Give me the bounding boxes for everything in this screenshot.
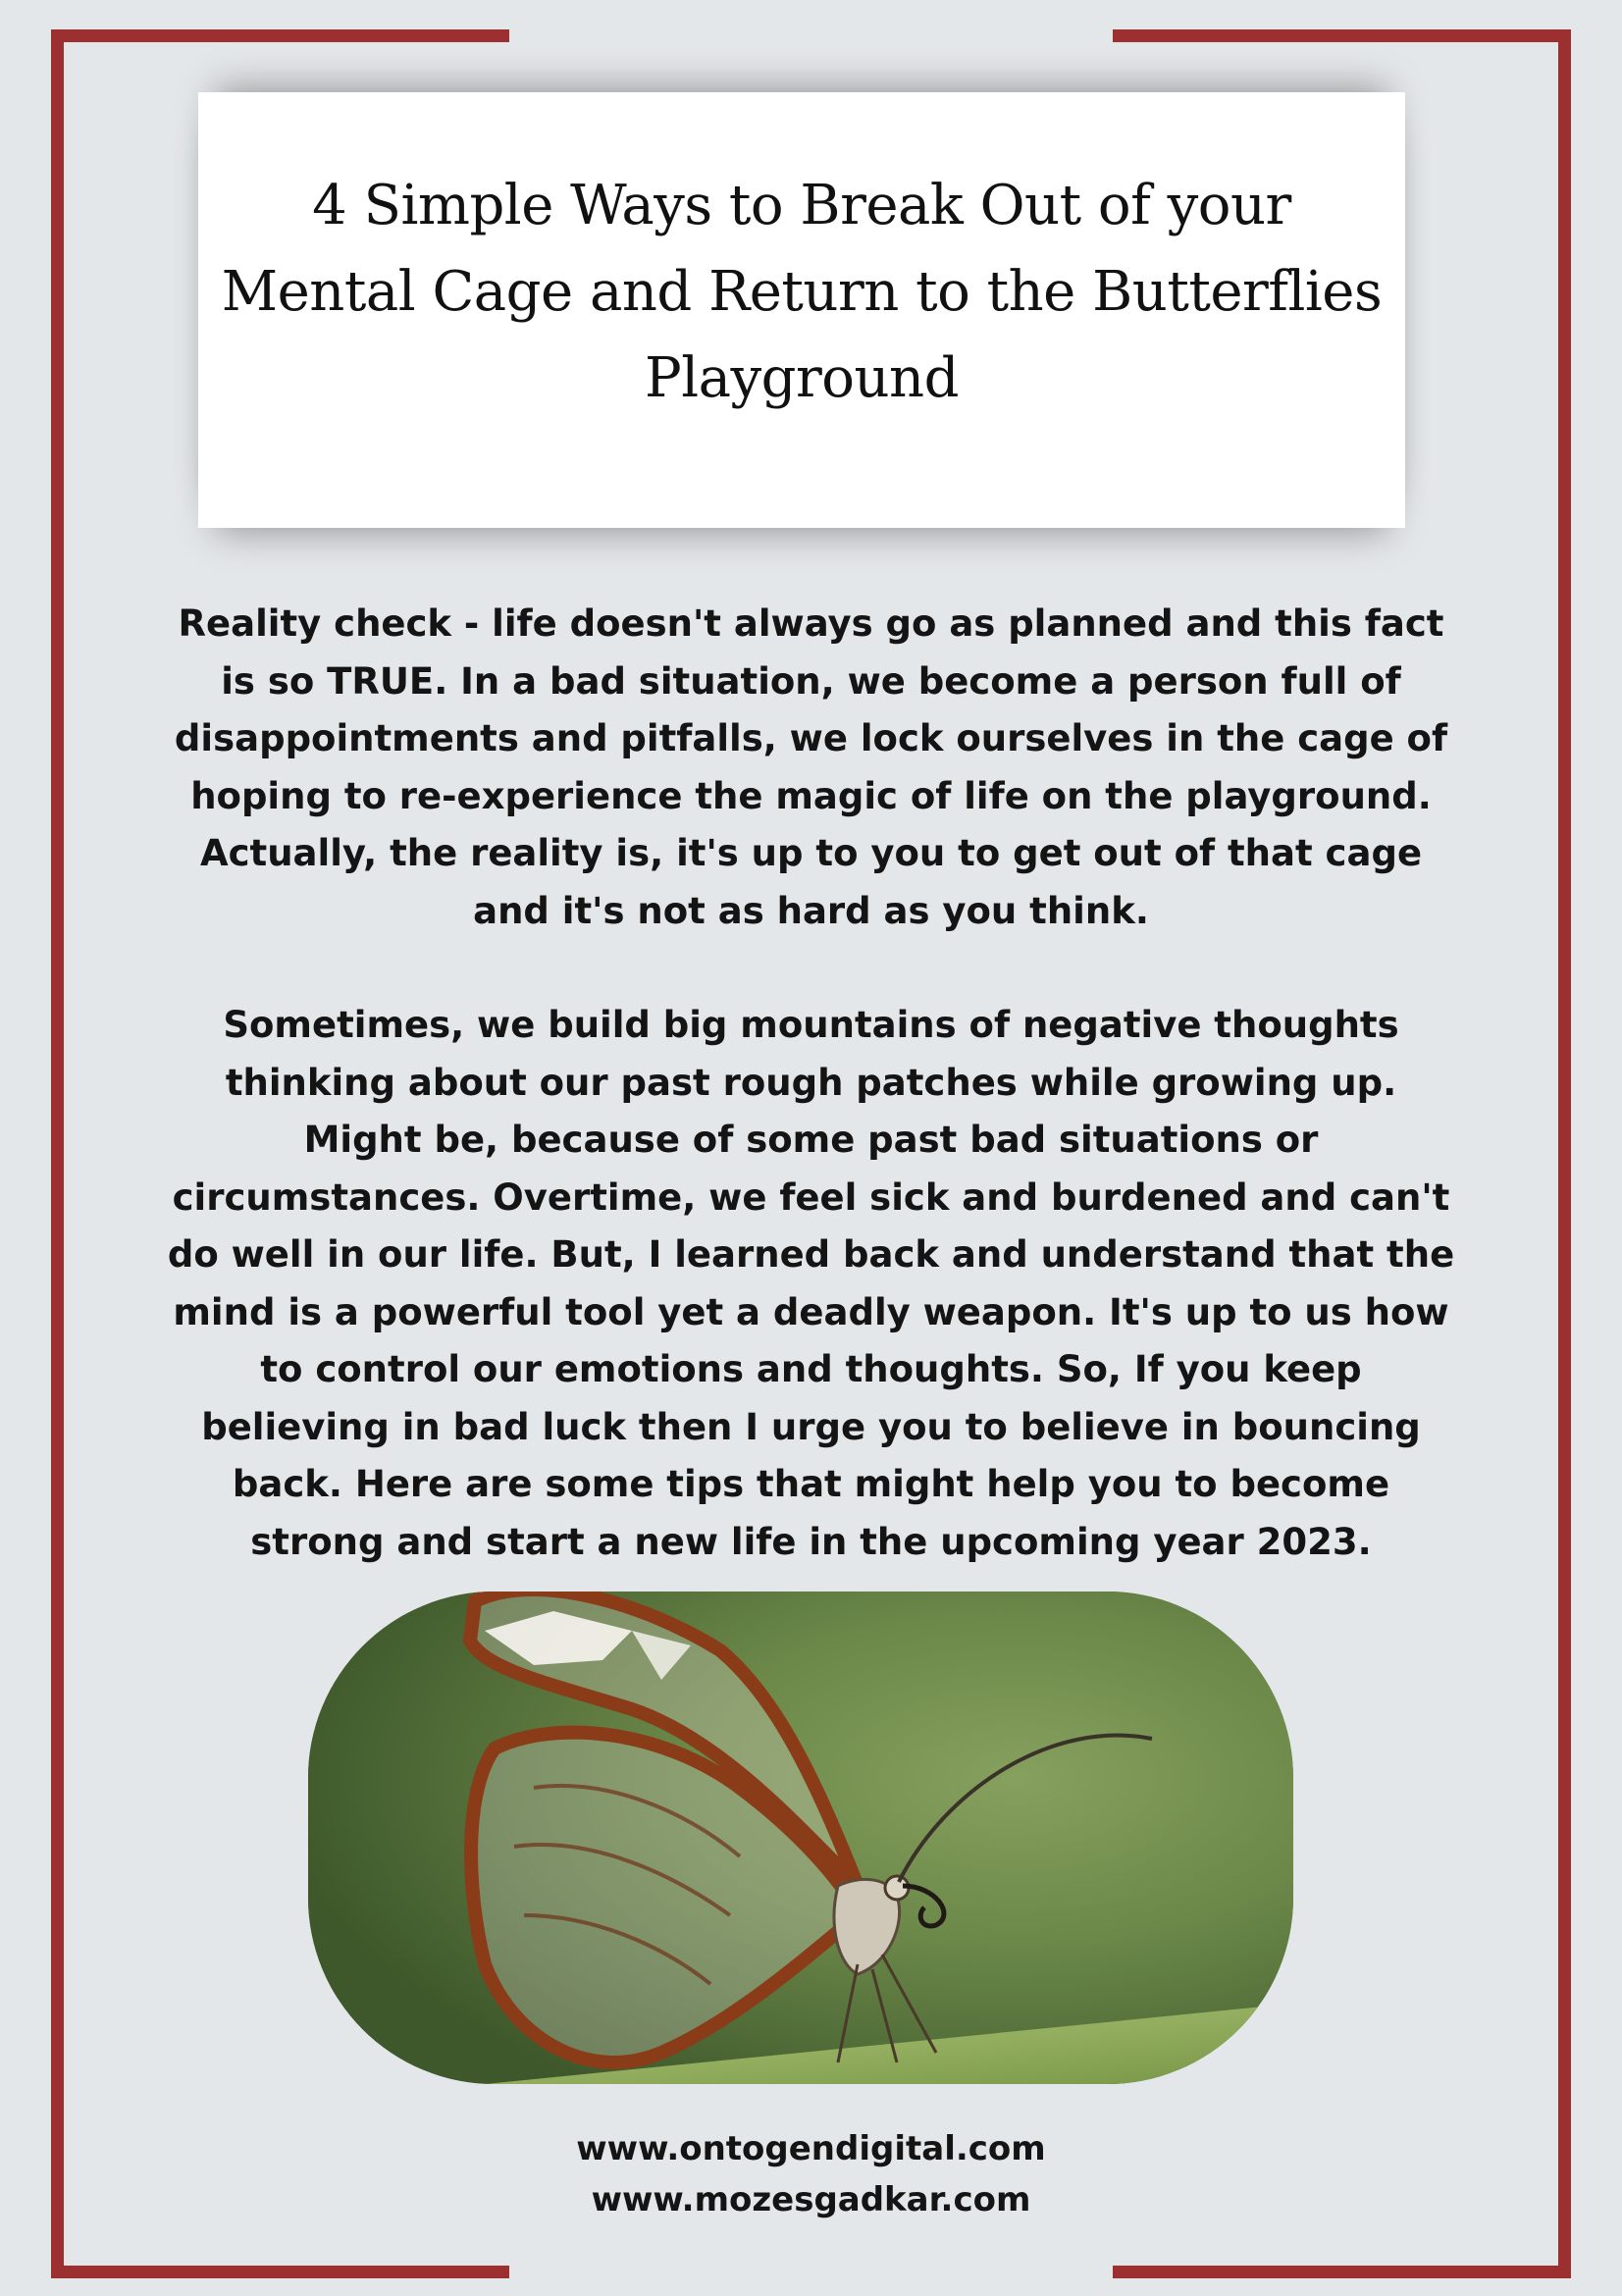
frame-bottom-left-border [51,2266,509,2278]
website-link-ontogendigital[interactable]: www.ontogendigital.com [576,2129,1046,2168]
second-paragraph: Sometimes, we build big mountains of negative thoughts thinking about our past rough patches while growing up. Might be, because of some past bad situations or circumstances. Overtime, we feel sick and burdened and can't do well in our life. But, I learned back and understand that the mind is a powerful tool yet a deadly weapon. It's up to us how to control our emotions and thoughts. So, If you keep believing in bad luck then I urge you to believe in bouncing back. Here are some tips that might help you to become strong and start a new life in the upcoming year 2023. [167,1004,1455,1563]
frame-top-left-border [51,29,509,42]
website-link-mozesgadkar[interactable]: www.mozesgadkar.com [591,2180,1031,2219]
frame-right-border [1558,29,1571,2278]
title-card [198,92,1405,528]
intro-paragraph: Reality check - life doesn't always go as planned and this fact is so TRUE. In a bad situation, we become a person full of disappointments and pitfalls, we lock ourselves in the cage of hoping to re-experience the magic of life on the playground. Actually, the reality is, it's up to you to get out of that cage and it's not as hard as you think. [174,602,1448,932]
page-title: 4 Simple Ways to Break Out of your Mental Cage and Return to the Butterflies Playground [221,174,1383,410]
frame-bottom-right-border [1113,2266,1571,2278]
glasswing-butterfly-illustration [308,1592,1293,2084]
butterfly-photo [308,1592,1293,2084]
frame-left-border [51,29,64,2278]
frame-top-right-border [1113,29,1571,42]
